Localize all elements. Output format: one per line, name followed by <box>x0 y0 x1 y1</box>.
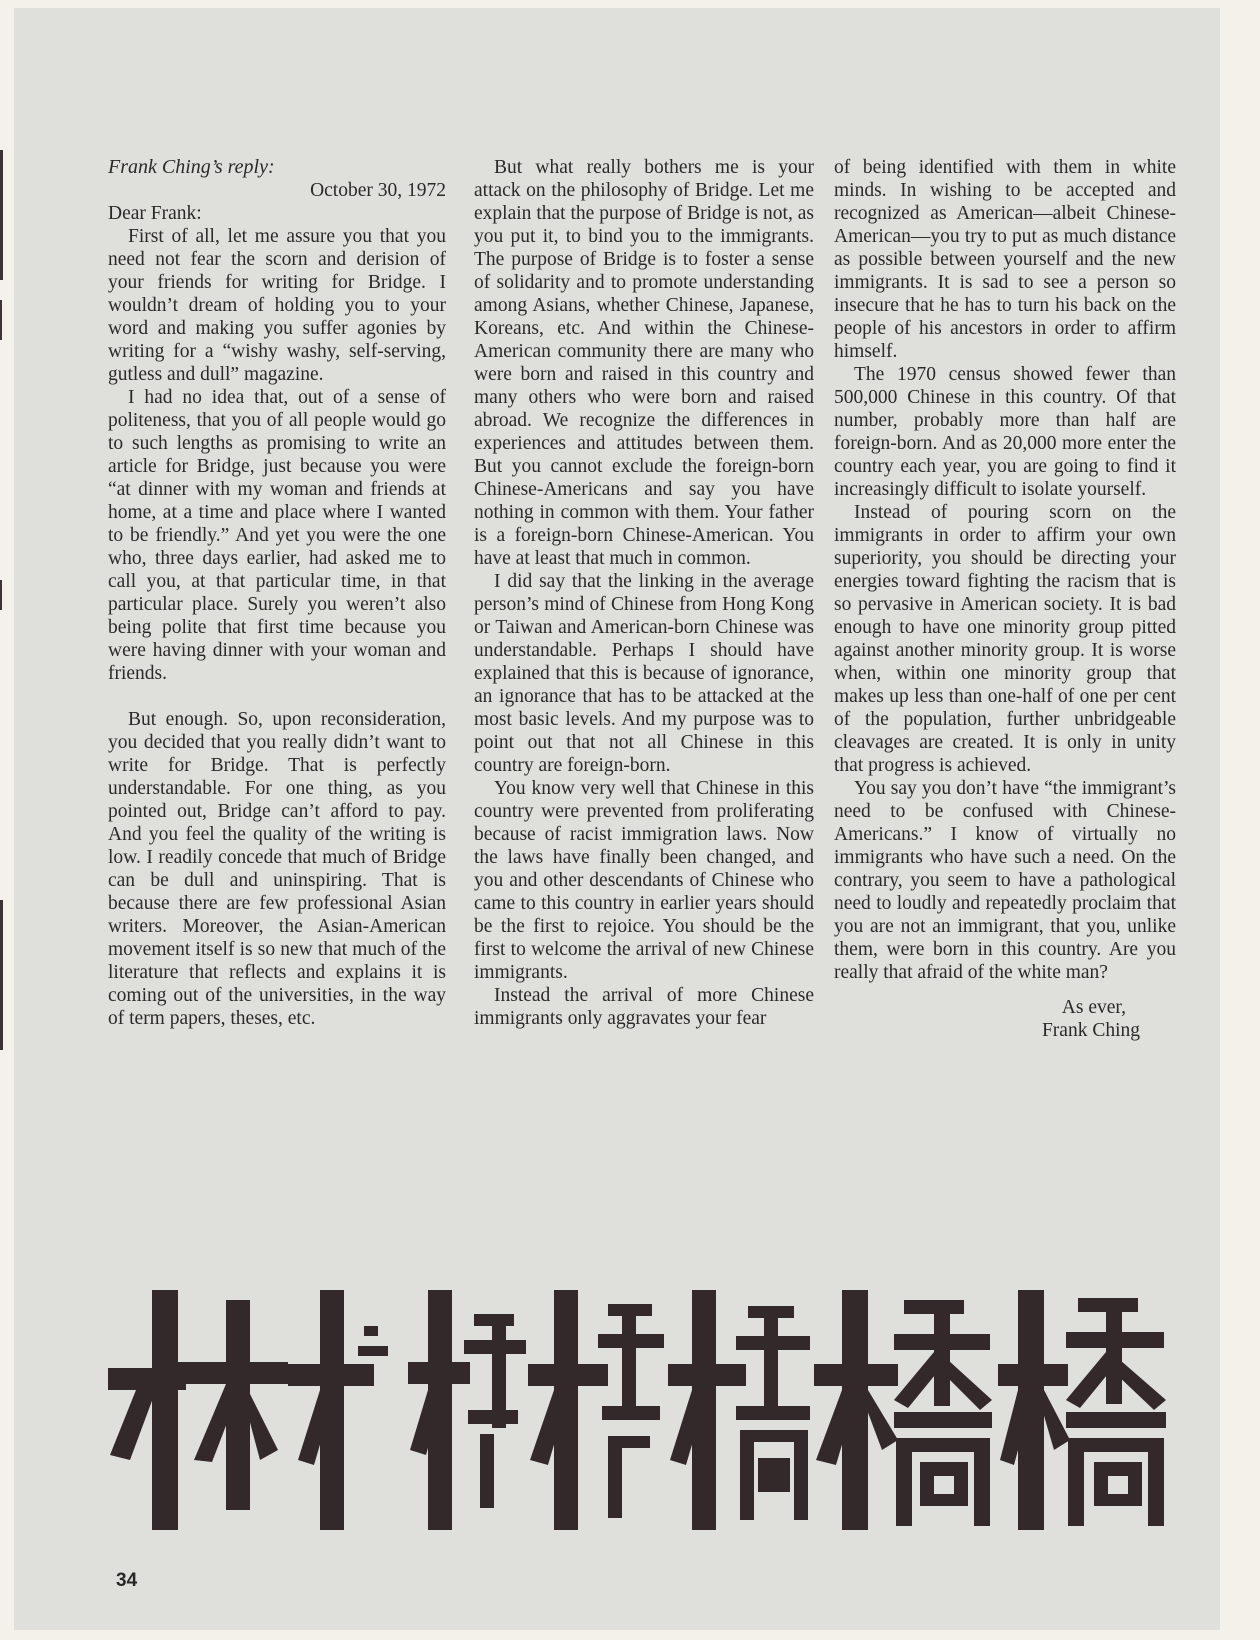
glyph-stage-1 <box>108 1290 186 1530</box>
paragraph: Instead of pouring scorn on the immigrants in order to affirm your own superiority, you should be directing your energies toward fighting the racism that is so pervasive in American society. It is bad enough to have one minority group pitted against another minority group. It is worse when, within one minority group that makes up less than one-half of one per cent of the population, further unbridgeable cleavages are created. It is only in unity that progress is achieved. <box>834 502 1176 776</box>
paragraph: I did say that the linking in the average person’s mind of Chinese from Hong Kong or Taiwan and American-born Chinese was understandable. Perhaps I should have explained that this is because of ignorance, an ignorance that has to be attacked at the most basic levels. And my purpose was to point out that not all Chinese in this country are foreign-born. <box>474 571 814 776</box>
closing: As ever, <box>1061 997 1126 1018</box>
column-2 <box>474 156 814 1030</box>
glyph-stage-7 <box>814 1290 992 1530</box>
glyph-stage-4 <box>408 1290 526 1530</box>
glyph-stage-2 <box>178 1300 288 1510</box>
glyph-stage-3 <box>288 1290 388 1530</box>
glyph-stage-6 <box>668 1290 810 1530</box>
paragraph: First of all, let me assure you that you need not fear the scorn and derision of your friends for writing for Bridge. I wouldn’t dream of holding you to your word and making you suffer agonies by writing for a “wishy washy, self-serving, gutless and dull” magazine. <box>108 226 446 385</box>
sign-off <box>834 996 1176 1042</box>
column-3 <box>834 156 1176 1042</box>
paragraph: The 1970 census showed fewer than 500,000 Chinese in this country. Of that number, probably more than half are foreign-born. And as 20,000 more enter the country each year, you are going to find it increasingly difficult to isolate yourself. <box>834 364 1176 500</box>
letter-date: October 30, 1972 <box>310 180 446 201</box>
paragraph: of being identified with them in white minds. In wishing to be accepted and recognized as American—albeit Chinese-American—you try to put as much distance as possible between yourself and the new immigrants. It is sad to see a person so insecure that he has to turn his back on the people of his ancestors in order to affirm himself. <box>834 157 1176 362</box>
bridge-character-progression-icon <box>108 1290 1168 1535</box>
paragraph: But what really bothers me is your attack on the philosophy of Bridge. Let me explain that the purpose of Bridge is not, as you put it, to bind you to the immigrants. The purpose of Bridge is to foster a sense of solidarity and to promote understanding among Asians, whether Chinese, Japanese, Koreans, etc. And within the Chinese-American community there are many who were born and raised in this country and many others who were born and raised abroad. We recognize the differences in experiences and attitudes between them. But you cannot exclude the foreign-born Chinese-Americans and say you have nothing in common with them. Your father is a foreign-born Chinese-American. You have at least that much in common. <box>474 157 814 569</box>
signature: Frank Ching <box>1041 1020 1140 1041</box>
paragraph: Instead the arrival of more Chinese immigrants only aggravates your fear <box>474 985 814 1029</box>
paragraph: I had no idea that, out of a sense of politeness, that you of all people would go to such lengths as promising to write an article for Bridge, just because you were “at dinner with my woman and friends at home, at a time and place where I wanted to be friendly.” And yet you were the one who, three days earlier, had asked me to call you, at that particular time, in that particular place. Surely you weren’t also being polite that first time because you were having dinner with your woman and friends. <box>108 387 446 684</box>
paragraph: You say you don’t have “the immigrant’s need to be confused with Chinese-Americans.” I know of virtually no immigrants who have such a need. On the contrary, you seem to have a pathological need to loudly and repeatedly proclaim that you are not an immigrant, that you, unlike them, were born in this country. Are you really that afraid of the white man? <box>834 778 1176 983</box>
binding-edge <box>0 0 14 1635</box>
reply-heading: Frank Ching’s reply: <box>108 156 275 178</box>
glyph-stage-5 <box>528 1290 664 1530</box>
salutation: Dear Frank: <box>108 203 202 224</box>
glyph-stage-8 <box>998 1290 1166 1530</box>
paragraph: You know very well that Chinese in this country were prevented from proliferating because of racist immigration laws. Now the laws have finally been changed, and you and other descendants of Chinese who came to this country in earlier years should be the first to rejoice. You should be the first to welcome the arrival of new Chinese immigrants. <box>474 778 814 983</box>
column-1 <box>108 156 446 1030</box>
paragraph: But enough. So, upon reconsideration, you decided that you really didn’t want to write for Bridge. That is perfectly understandable. For one thing, as you pointed out, Bridge can’t afford to pay. And you feel the quality of the writing is low. I readily concede that much of Bridge can be dull and uninspiring. That is because there are few professional Asian writers. Moreover, the Asian-American movement itself is so new that much of the literature that reflects and explains it is coming out of the universities, in the way of term papers, theses, etc. <box>108 709 446 1029</box>
page-number: 34 <box>116 1570 138 1591</box>
